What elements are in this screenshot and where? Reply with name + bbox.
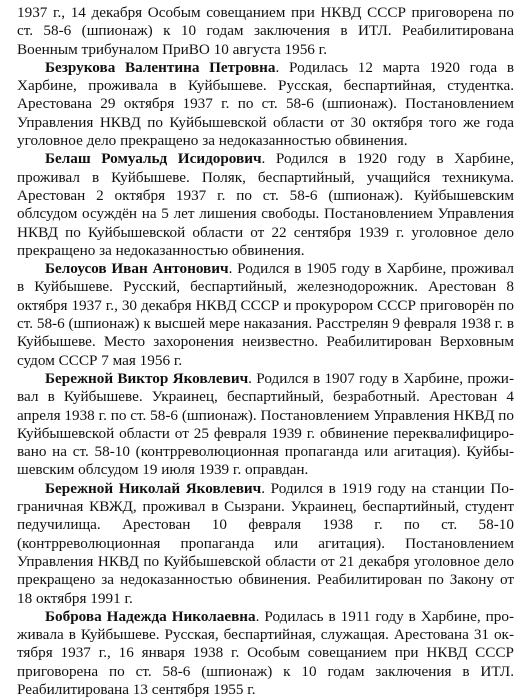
entry-text: 1937 г., 14 декабря Особым совещанием при НКВД СССР приговорена по ст. 58-6 (шпионаж) к 10 годам заключения в ИТЛ. Реабилитирована Военным трибуналом ПриВО 10 августа 1956 г. <box>17 4 514 58</box>
entry-berezhnoy-viktor <box>17 370 514 480</box>
entry-belousov <box>17 260 514 370</box>
entry-text: . Родилась в 1911 году в Харбине, проживала в Куйбышеве. Русская, беспартийная, служащая. Арестована 31 октября 1937 г., 16 января 1938 г. Особым совещанием при НКВД СССР приговорена по ст. 58-6 (шпионаж) к 10 годам заключения в ИТЛ. Реабилитирована 13 сентября 1955 г. <box>17 607 514 698</box>
entry-name: Белоусов Иван Антонович <box>45 260 229 278</box>
entry-text: . Родился в 1907 году в Харбине, проживал в Куйбышеве. Украинец, беспартийный, безработный. Арестован 4 апреля 1938 г. по ст. 58-6 (шпионаж). Постановлением Управления НКВД по Куйбышевской области от 25 февраля 1939 г. обвинение переквалифицировано на ст. 58-10 (контрреволюционная пропаганда или агитация). Куйбышевским облсудом 19 июля 1939 г. оправдан. <box>17 369 515 479</box>
entry-name: Безрукова Валентина Петровна <box>45 58 276 76</box>
entry-continuation <box>17 4 514 59</box>
entry-text: . Родился в 1919 году на станции Пограничная КВЖД, проживал в Сызрани. Украинец, беспартийный, студент педучилища. Арестован 10 февраля 1938 г. по ст. 58-10 (контрреволюционная пропаганда или агитация). Постановлением Управления НКВД по Куйбышевской области от 21 декабря уголовное дело прекращено за недоказанностью обвинения. Реабилитирован по Закону от 18 октября 1991 г. <box>17 479 514 607</box>
entry-name: Бережной Виктор Яковлевич <box>45 369 249 387</box>
entry-text: . Родилась 12 марта 1920 года в Харбине, проживала в Куйбышеве. Русская, беспартийная, студентка. Арестована 29 октября 1937 г. по ст. 58-6 (шпионаж). Постановлением Управления НКВД по Куйбышевской области от 30 октября того же года уголовное дело прекращено за недоказанностью обвинения. <box>17 58 515 150</box>
entry-bezrukova <box>17 59 514 150</box>
entry-bobrova <box>17 608 514 699</box>
entry-berezhnoy-nikolay <box>17 480 514 608</box>
entry-name: Боброва Надежда Николаевна <box>45 607 256 625</box>
entry-text: . Родился в 1905 году в Харбине, проживал в Куйбышеве. Русский, беспартийный, железнодорожник. Арестован 8 октября 1937 г., 30 декабря НКВД СССР и прокурором СССР приговорён по ст. 58-6 (шпионаж) к высшей мере наказания. Расстрелян 9 февраля 1938 г. в Куйбышеве. Место захоронения неизвестно. Реабилитирован Верховным судом СССР 7 мая 1956 г. <box>17 260 514 369</box>
entry-name: Белаш Ромуальд Исидорович <box>45 150 262 168</box>
entry-belash <box>17 150 514 260</box>
entry-text: . Родился в 1920 году в Харбине, проживал в Куйбышеве. Поляк, беспартийный, учащийся техникума. Арестован 2 октября 1937 г. по ст. 58-6 (шпионаж). Куйбышевским облсудом осуждён на 5 лет лишения свободы. Постановлением Управления НКВД по Куйбышевской области от 22 сентября 1939 г. уголовное дело прекращено за недоказанностью обвинения. <box>17 150 514 259</box>
entry-name: Бережной Николай Яковлевич <box>45 479 262 497</box>
